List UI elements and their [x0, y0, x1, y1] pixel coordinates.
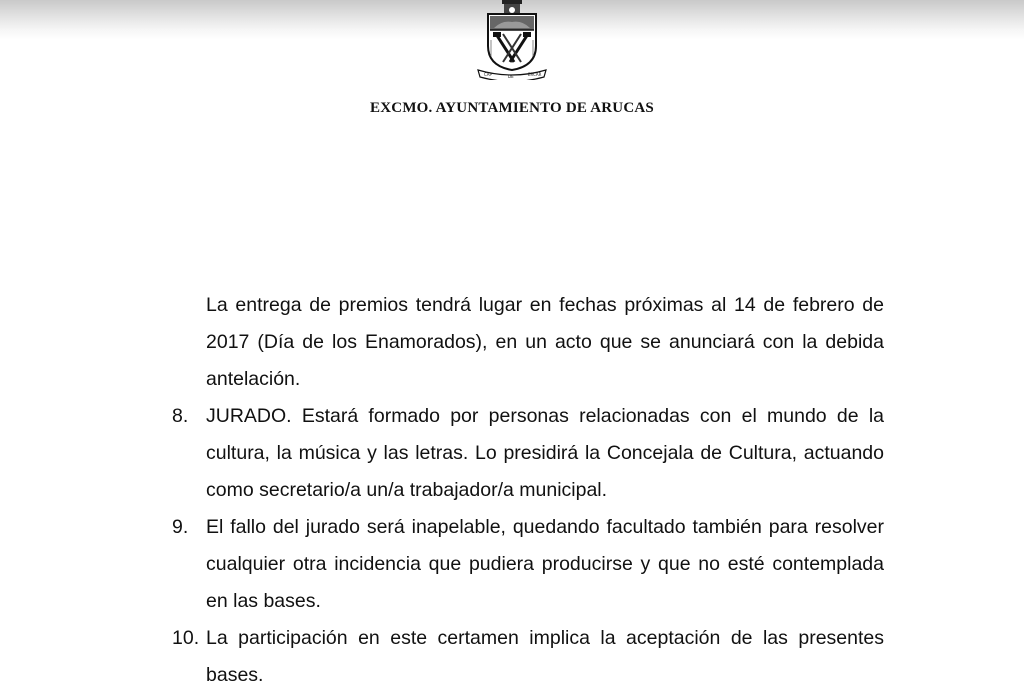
municipal-coat-of-arms: [470, 0, 554, 80]
crest-ribbon-right: ERCAR: [528, 72, 542, 77]
list-item-number: 10.: [172, 627, 200, 649]
list-item: [172, 509, 884, 620]
list-item: [172, 398, 884, 509]
list-item: [172, 620, 884, 686]
crest-ribbon-left: CAP: [484, 72, 492, 77]
awards-ceremony-paragraph: La entrega de premios tendrá lugar en fechas próximas al 14 de febrero de 2017 (Día de los Enamorados), en un acto que se anunciará con la debida antelación.: [206, 294, 884, 390]
organization-name: EXCMO. AYUNTAMIENTO DE ARUCAS: [370, 100, 654, 116]
list-item-text: El fallo del jurado será inapelable, quedando facultado también para resolver cualquier otra incidencia que pudiera producirse y que no esté contemplada en las bases.: [206, 516, 884, 612]
list-item-text: JURADO. Estará formado por personas relacionadas con el mundo de la cultura, la música y las letras. Lo presidirá la Concejala de Cultura, actuando como secretario/a un/a trabajador/a municipal.: [206, 405, 884, 501]
crest-ribbon-middle: DE: [508, 74, 514, 79]
list-item-text: La participación en este certamen implica la aceptación de las presentes bases.: [206, 627, 884, 686]
list-item-number: 8.: [172, 405, 189, 427]
list-item-number: 9.: [172, 516, 189, 538]
document-body: [172, 287, 884, 686]
